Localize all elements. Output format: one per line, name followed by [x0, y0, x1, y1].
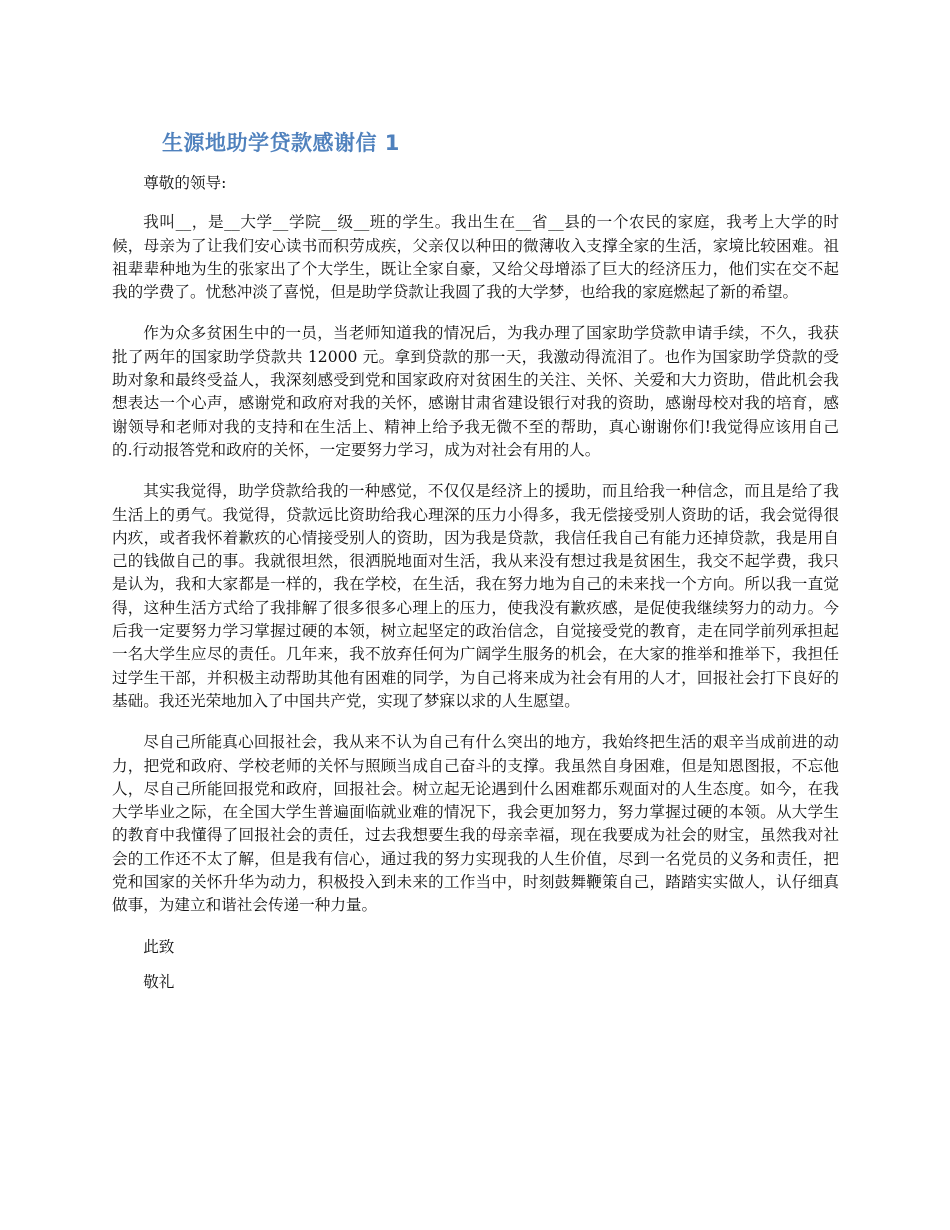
letter-body: [112, 172, 839, 1006]
closing-jing-li: 敬礼: [143, 972, 175, 991]
paragraph-1: 我叫__，是__大学__学院__级__班的学生。我出生在__省__县的一个农民的家庭，我考上大学的时候，母亲为了让我们安心读书而积劳成疾，父亲仅以种田的微薄收入支撑全家的生活，家境比较困难。祖祖辈辈种地为生的张家出了个大学生，既让全家自豪，又给父母增添了巨大的经济压力，他们实在交不起我的学费了。忧愁冲淡了喜悦，但是助学贷款让我圆了我的大学梦，也给我的家庭燃起了新的希望。: [112, 213, 839, 302]
paragraph-4: 尽自己所能真心回报社会，我从来不认为自己有什么突出的地方，我始终把生活的艰辛当成前进的动力，把党和政府、学校老师的关怀与照顾当成自己奋斗的支撑。我虽然自身困难，但是知恩图报，不忘他人，尽自己所能回报党和政府，回报社会。树立起无论遇到什么困难都乐观面对的人生态度。如今，在我大学毕业之际，在全国大学生普遍面临就业难的情况下，我会更加努力，努力掌握过硬的本领。从大学生的教育中我懂得了回报社会的责任，过去我想要生我的母亲幸福，现在我要成为社会的财宝，虽然我对社会的工作还不太了解，但是我有信心，通过我的努力实现我的人生价值，尽到一名党员的义务和责任，把党和国家的关怀升华为动力，积极投入到未来的工作当中，时刻鼓舞鞭策自己，踏踏实实做人，认仔细真做事，为建立和谐社会传递一种力量。: [112, 733, 839, 915]
paragraph-3: 其实我觉得，助学贷款给我的一种感觉，不仅仅是经济上的援助，而且给我一种信念，而且是给了我生活上的勇气。我觉得，贷款远比资助给我心理深的压力小得多，我无偿接受别人资助的话，我会觉得很内疚，或者我怀着歉疚的心情接受别人的资助，因为我是贷款，我信任我自己有能力还掉贷款，我是用自己的钱做自己的事。我就很坦然，很洒脱地面对生活，我从来没有想过我是贫困生，我交不起学费，我只是认为，我和大家都是一样的，我在学校，在生活，我在努力地为自己的未来找一个方向。所以我一直觉得，这种生活方式给了我排解了很多很多心理上的压力，使我没有歉疚感，是促使我继续努力的动力。今后我一定要努力学习掌握过硬的本领，树立起坚定的政治信念，自觉接受党的教育，走在同学前列承担起一名大学生应尽的责任。几年来，我不放弃任何为广阔学生服务的机会，在大家的推举和推举下，我担任过学生干部，并积极主动帮助其他有困难的同学，为自己将来成为社会有用的人才，回报社会打下良好的基础。我还光荣地加入了中国共产党，实现了梦寐以求的人生愿望。: [112, 482, 839, 710]
paragraph-2: 作为众多贫困生中的一员，当老师知道我的情况后，为我办理了国家助学贷款申请手续，不久，我获批了两年的国家助学贷款共 12000 元。拿到贷款的那一天，我激动得流泪了。也作为国家助学贷款的受助对象和最终受益人，我深刻感受到党和国家政府对贫困生的关注、关怀、关爱和大力资助，借此机会我想表达一个心声，感谢党和政府对我的关怀，感谢甘肃省建设银行对我的资助，感谢母校对我的培育，感谢领导和老师对我的支持和在生活上、精神上给予我无微不至的帮助，真心谢谢你们!我觉得应该用自己的.行动报答党和政府的关怀，一定要努力学习，成为对社会有用的人。: [112, 324, 839, 459]
closing-ci-zhi: 此致: [143, 937, 175, 956]
salutation: 尊敬的领导:: [143, 174, 227, 192]
document-title: 生源地助学贷款感谢信 1: [162, 131, 400, 155]
